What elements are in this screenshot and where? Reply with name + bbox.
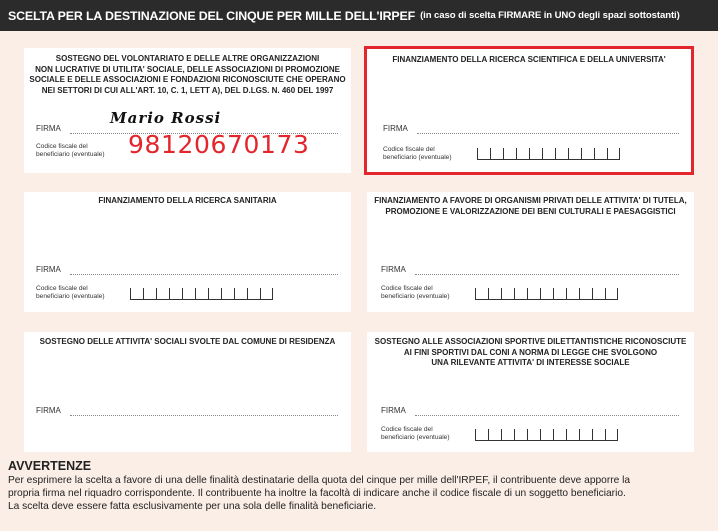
avvertenze-text: Per esprimere la scelta a favore di una delle finalità destinatarie della quota del cinque per mille dell'IRPEF, il contribuente deve apporre la propria firma nel riquadro corrispondente. Il contribuente ha inoltre la facoltà di indicare anche il codice fiscale di un soggetto beneficiario. La scelta deve essere fatta esclusivamente per una sola delle finalità beneficiarie. [8,475,631,512]
codice-fiscale-label: Codice fiscale del beneficiario (eventuale) [36,143,105,158]
firma-label: FIRMA [36,406,61,415]
panel-title: SOSTEGNO ALLE ASSOCIAZIONI SPORTIVE DILETTANTISTICHE RICONOSCIUTE AI FINI SPORTIVI DAL CONI A NORMA DI LEGGE CHE SVOLGONO UNA RILEVANTE ATTIVITA' DI INTERESSE SOCIALE [374,337,687,367]
firma-label: FIRMA [383,124,408,133]
panel-title: FINANZIAMENTO DELLA RICERCA SCIENTIFICA E DELLA UNIVERSITA' [392,55,666,64]
panel-associazioni-sportive[interactable] [367,332,694,452]
firma-label: FIRMA [36,265,61,274]
firma-label: FIRMA [381,406,406,415]
signature-line[interactable] [415,415,679,416]
panel-beni-culturali[interactable] [367,192,694,312]
panel-title: SOSTEGNO DEL VOLONTARIATO E DELLE ALTRE ORGANIZZAZIONI NON LUCRATIVE DI UTILITA' SOCIALE, DELLE ASSOCIAZIONI DI PROMOZIONE SOCIALE E DELLE ASSOCIAZIONI E FONDAZIONI RICONOSCIUTE CHE OPERANO NEI SETTORI DI CUI ALL'ART. 10, C. 1, LETT A), DEL D.LGS. N. 460 DEL 1997 [29,54,346,95]
firma-label: FIRMA [381,265,406,274]
panel-title: SOSTEGNO DELLE ATTIVITA' SOCIALI SVOLTE DAL COMUNE DI RESIDENZA [39,337,336,346]
codice-fiscale-label: Codice fiscale del beneficiario (eventuale) [381,426,450,441]
panel-comune-residenza[interactable] [24,332,351,452]
codice-fiscale-value: 98120670173 [128,130,310,159]
codice-fiscale-boxes[interactable] [475,429,618,441]
panel-volontariato[interactable] [24,48,351,173]
signature-line[interactable] [70,415,338,416]
codice-fiscale-boxes[interactable] [477,148,620,160]
codice-fiscale-boxes[interactable] [475,288,618,300]
avvertenze-title: AVVERTENZE [8,459,92,473]
codice-fiscale-label: Codice fiscale del beneficiario (eventuale) [383,146,452,161]
panel-title: FINANZIAMENTO A FAVORE DI ORGANISMI PRIVATI DELLE ATTIVITA' DI TUTELA, PROMOZIONE E VALORIZZAZIONE DEI BENI CULTURALI E PAESAGGISTICI [374,196,687,216]
form-header [0,0,718,31]
firma-label: FIRMA [36,124,61,133]
panel-ricerca-sanitaria[interactable] [24,192,351,312]
codice-fiscale-label: Codice fiscale del beneficiario (eventuale) [381,285,450,300]
signature-line[interactable] [417,133,679,134]
panel-ricerca-scientifica[interactable] [364,46,694,175]
signature-line[interactable] [415,274,679,275]
panel-title: FINANZIAMENTO DELLA RICERCA SANITARIA [98,196,277,205]
codice-fiscale-label: Codice fiscale del beneficiario (eventuale) [36,285,105,300]
avvertenze-section [8,459,713,513]
form-title: SCELTA PER LA DESTINAZIONE DEL CINQUE PER MILLE DELL'IRPEF [8,8,416,23]
form-instruction: (in caso di scelta FIRMARE in UNO degli spazi sottostanti) [420,10,680,21]
signature-line[interactable] [70,274,338,275]
signature: Mario Rossi [110,109,222,127]
codice-fiscale-boxes[interactable] [130,288,273,300]
